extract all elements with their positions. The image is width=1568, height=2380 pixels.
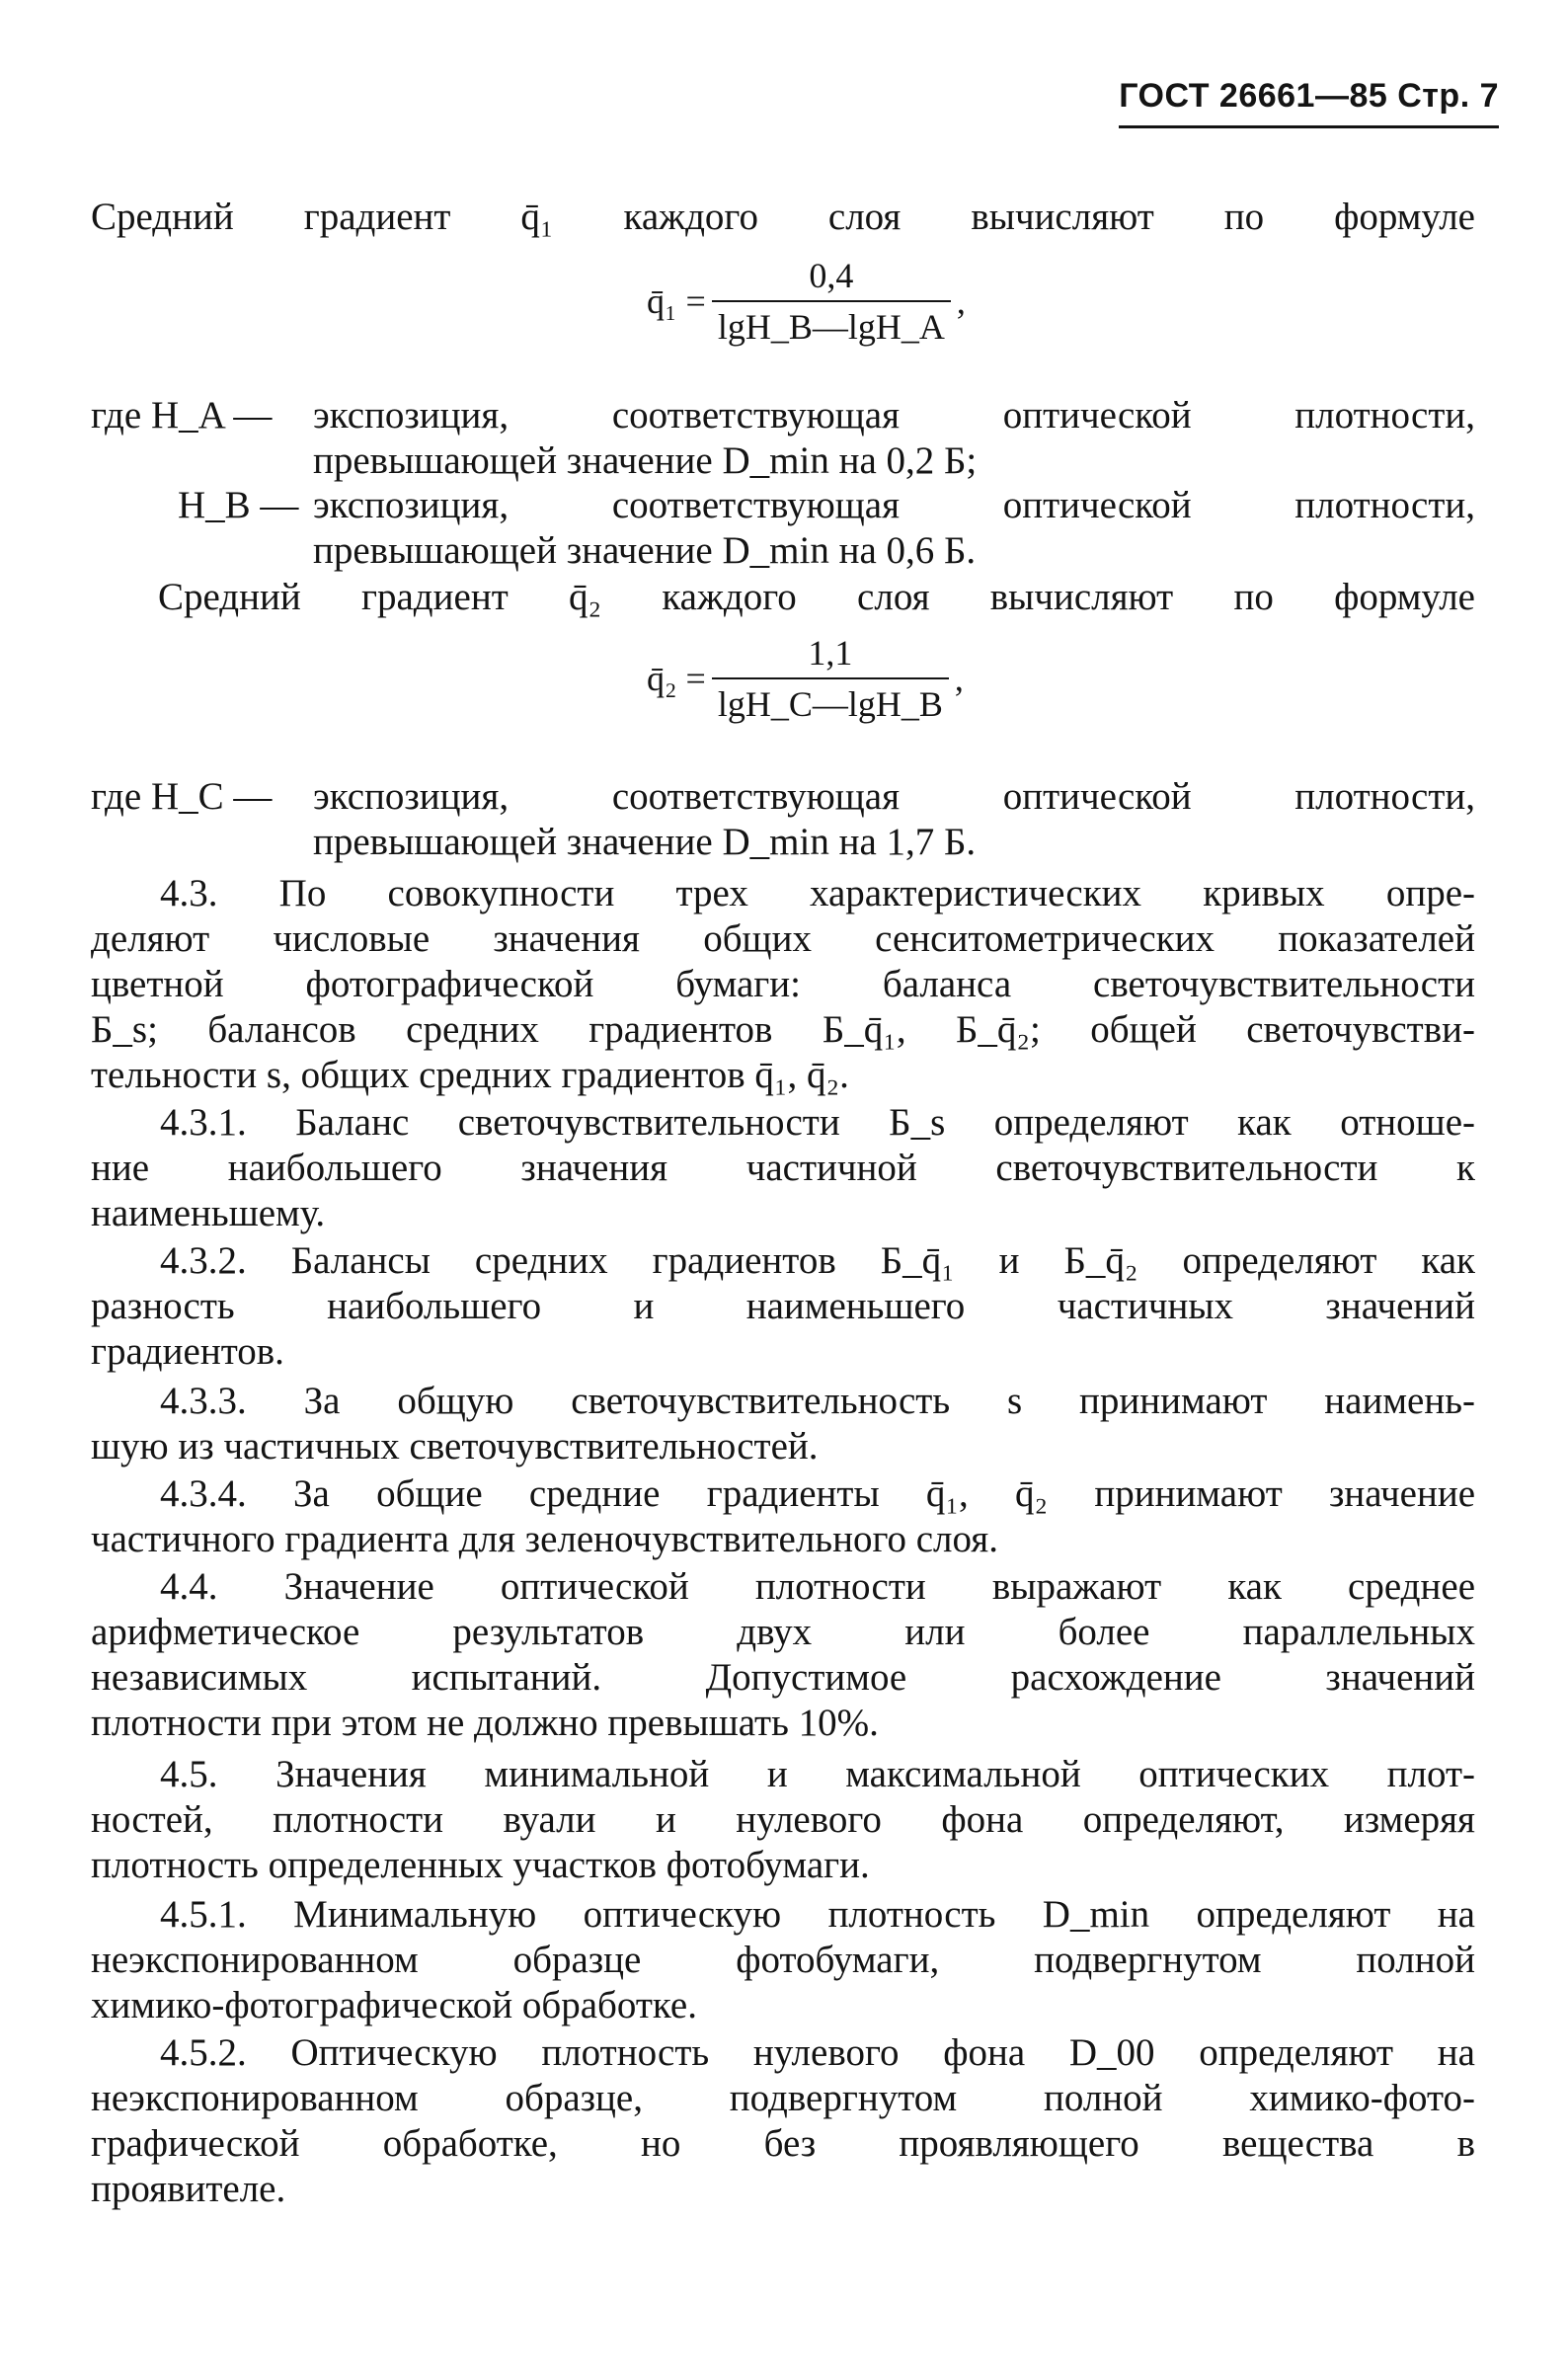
paragraph-4-3-1 <box>91 1100 1475 1236</box>
ha-line-1: экспозиция, соответствующая оптической плотности, <box>313 394 1475 436</box>
text-line: неэкспонированном образце фотобумаги, подвергнутом полной <box>91 1939 1475 1981</box>
text-line: арифметическое результатов двух или более параллельных <box>91 1611 1475 1653</box>
text-line: 4.5.1. Минимальную оптическую плотность D_min определяют на <box>160 1893 1475 1936</box>
symbol-hc: H_C — <box>150 775 273 818</box>
hb-line-1: экспозиция, соответствующая оптической плотности, <box>313 484 1475 526</box>
text-line: шую из частичных светочувствительностей. <box>91 1425 819 1468</box>
text-line: 4.3.4. За общие средние градиенты q̄₁, q̄₂ принимают значение <box>160 1472 1475 1515</box>
text-line: градиентов. <box>91 1330 284 1373</box>
paragraph-4-5-2 <box>91 2030 1475 2212</box>
where-lead: где <box>91 775 142 818</box>
where-lead: где <box>91 394 142 436</box>
formula-gradient-1 <box>647 255 966 348</box>
text-line: независимых испытаний. Допустимое расхождение значений <box>91 1656 1475 1699</box>
hb-line-2: превышающей значение D_min на 0,6 Б. <box>313 529 977 572</box>
text-line: 4.3.3. За общую светочувствительность s принимают наимень- <box>160 1380 1475 1422</box>
paragraph-4-3 <box>91 871 1475 1098</box>
symbol-ha: H_A — <box>150 394 273 436</box>
paragraph-4-3-3 <box>91 1379 1475 1469</box>
formula-denominator: lgH_C—lgH_B <box>712 677 949 725</box>
ha-line-2: превышающей значение D_min на 0,2 Б; <box>313 439 978 482</box>
formula-tail: , <box>956 281 966 321</box>
paragraph-4-3-4 <box>91 1471 1475 1562</box>
page-header: ГОСТ 26661—85 Стр. 7 <box>1119 77 1499 128</box>
text-line: цветной фотографической бумаги: баланса светочувствительности <box>91 963 1475 1005</box>
formula-tail: , <box>954 659 964 698</box>
text-line: плотности при этом не должно превышать 10%. <box>91 1702 879 1744</box>
text-line: тельности s, общих средних градиентов q̄₁, q̄₂. <box>91 1054 849 1096</box>
formula-lhs: q̄₂ = <box>647 659 706 698</box>
formula-fraction <box>712 632 949 725</box>
text-line: Б_s; балансов средних градиентов Б_q̄₁, Б_q̄₂; общей светочувстви- <box>91 1008 1475 1051</box>
paragraph-4-5-1 <box>91 1892 1475 2028</box>
text-line: наименьшему. <box>91 1192 326 1234</box>
symbol-hb: H_B — <box>178 484 299 526</box>
text-line: неэкспонированном образце, подвергнутом полной химико-фото- <box>91 2077 1475 2119</box>
text-line: ние наибольшего значения частичной светочувствительности к <box>91 1147 1475 1189</box>
paragraph-4-4 <box>91 1564 1475 1746</box>
text-line: проявителе. <box>91 2168 286 2210</box>
text-line: графической обработке, но без проявляющего вещества в <box>91 2122 1475 2165</box>
text-line: 4.4. Значение оптической плотности выражают как среднее <box>160 1565 1475 1608</box>
formula-gradient-2 <box>647 632 964 725</box>
formula-denominator: lgH_B—lgH_A <box>712 300 951 348</box>
hc-line-2: превышающей значение D_min на 1,7 Б. <box>313 821 977 863</box>
text-line: 4.3.2. Балансы средних градиентов Б_q̄₁ и Б_q̄₂ определяют как <box>160 1239 1475 1282</box>
paragraph-gradient-2: Средний градиент q̄₂ каждого слоя вычисляют по формуле <box>158 576 1475 618</box>
formula-lhs: q̄₁ = <box>647 281 706 321</box>
text-line: ностей, плотности вуали и нулевого фона определяют, измеряя <box>91 1798 1475 1841</box>
formula-numerator: 0,4 <box>809 256 854 295</box>
text-line: химико-фотографической обработке. <box>91 1984 697 2026</box>
formula-fraction <box>712 255 951 348</box>
text-line: 4.3. По совокупности трех характеристических кривых опре- <box>160 872 1475 914</box>
paragraph-4-5 <box>91 1752 1475 1888</box>
text-line: деляют числовые значения общих сенситометрических показателей <box>91 917 1475 960</box>
text-line: 4.5. Значения минимальной и максимальной оптических плот- <box>160 1753 1475 1795</box>
text-line: разность наибольшего и наименьшего частичных значений <box>91 1285 1475 1327</box>
paragraph-4-3-2 <box>91 1238 1475 1375</box>
formula-numerator: 1,1 <box>808 633 853 673</box>
hc-line-1: экспозиция, соответствующая оптической плотности, <box>313 775 1475 818</box>
text-line: 4.3.1. Баланс светочувствительности Б_s определяют как отноше- <box>160 1101 1475 1144</box>
text-line: 4.5.2. Оптическую плотность нулевого фона D_00 определяют на <box>160 2031 1475 2074</box>
paragraph-gradient-1: Средний градиент q̄₁ каждого слоя вычисляют по формуле <box>91 196 1475 238</box>
text-line: частичного градиента для зеленочувствительного слоя. <box>91 1518 998 1560</box>
text-line: плотность определенных участков фотобумаги. <box>91 1844 870 1886</box>
